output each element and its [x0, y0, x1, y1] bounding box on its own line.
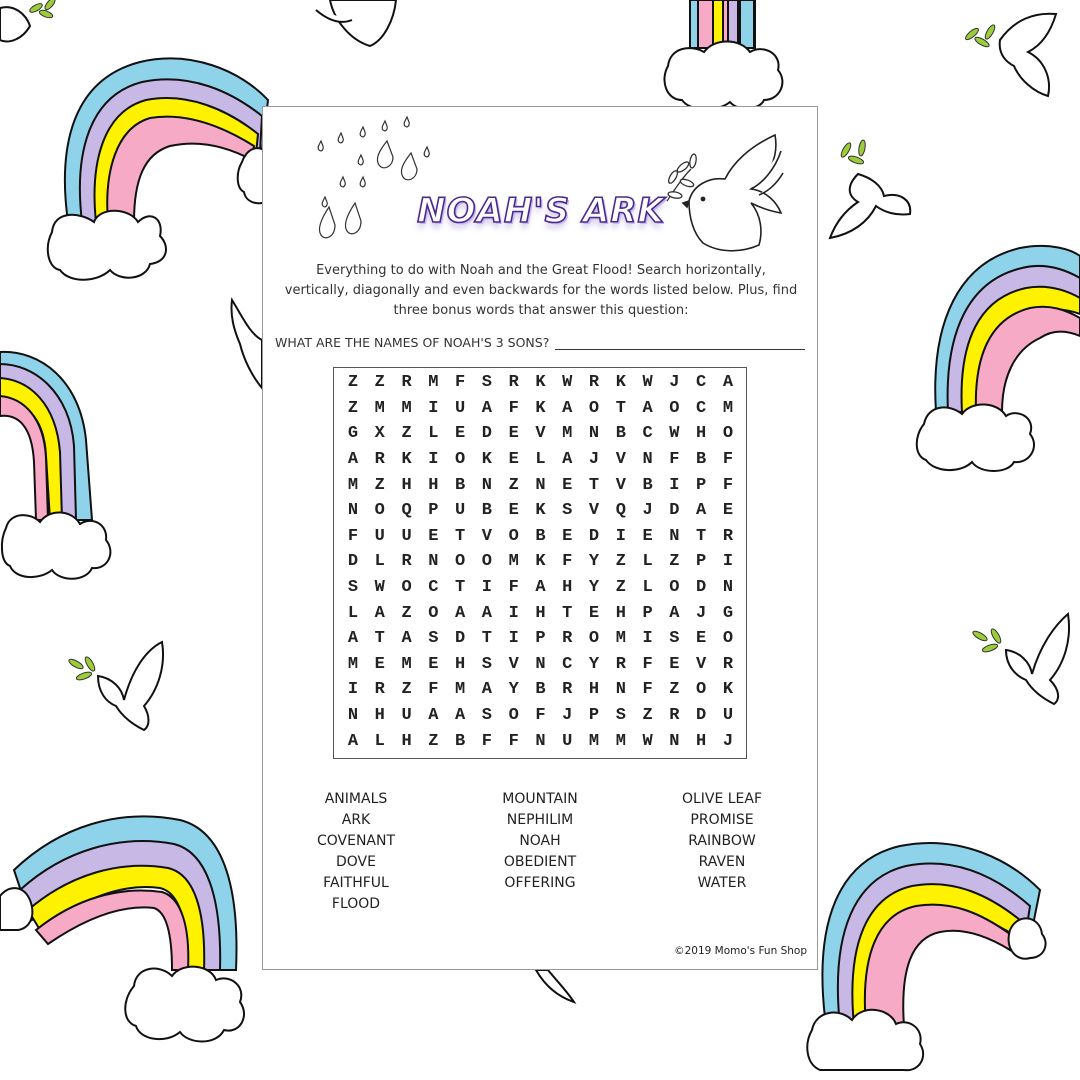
word-list-item: OLIVE LEAF	[681, 791, 763, 807]
dove-icon	[1000, 14, 1056, 96]
grid-letter[interactable]: R	[562, 629, 573, 649]
grid-letter[interactable]: N	[481, 475, 492, 495]
grid-letter[interactable]: N	[347, 501, 359, 521]
header-art	[263, 107, 819, 267]
word-column	[455, 789, 625, 894]
grid-letter[interactable]: A	[455, 603, 466, 623]
grid-letter[interactable]: H	[696, 424, 707, 444]
grid-letter[interactable]: J	[588, 450, 600, 470]
grid-letter[interactable]: H	[374, 706, 385, 726]
word-list-item: RAVEN	[698, 854, 746, 870]
grid-letter[interactable]: V	[615, 475, 626, 495]
grid-row	[334, 652, 746, 678]
grid-letter[interactable]: G	[347, 424, 359, 444]
grid-letter[interactable]: T	[696, 526, 707, 546]
grid-letter[interactable]: O	[696, 680, 707, 700]
grid-letter[interactable]: E	[508, 501, 519, 521]
word-list-item: PROMISE	[690, 812, 754, 828]
grid-letter[interactable]: B	[696, 450, 707, 470]
grid-letter[interactable]: Z	[401, 603, 412, 623]
answer-line[interactable]	[555, 335, 805, 350]
grid-letter[interactable]: K	[535, 373, 546, 393]
grid-letter[interactable]: E	[374, 654, 385, 674]
grid-letter[interactable]: K	[615, 373, 626, 393]
grid-letter[interactable]: M	[588, 731, 600, 751]
grid-letter[interactable]: A	[481, 680, 492, 700]
grid-letter[interactable]: C	[696, 373, 707, 393]
grid-letter[interactable]: E	[562, 475, 573, 495]
grid-letter[interactable]: S	[669, 629, 680, 649]
grid-letter[interactable]: P	[642, 603, 653, 623]
grid-letter[interactable]: T	[455, 526, 466, 546]
grid-letter[interactable]: D	[347, 552, 359, 572]
grid-letter[interactable]: L	[428, 424, 439, 444]
word-list-item: MOUNTAIN	[502, 791, 578, 807]
grid-letter[interactable]: F	[481, 731, 492, 751]
rainbow-icon	[917, 246, 1080, 471]
grid-letter[interactable]: S	[481, 706, 492, 726]
dove-icon	[1006, 614, 1069, 704]
grid-letter[interactable]: S	[481, 654, 492, 674]
grid-letter[interactable]: K	[535, 398, 546, 418]
grid-letter[interactable]: I	[615, 526, 626, 546]
grid-letter[interactable]: N	[588, 424, 600, 444]
grid-letter[interactable]: O	[481, 552, 492, 572]
grid-letter[interactable]: A	[374, 603, 385, 623]
grid-letter[interactable]: Z	[615, 552, 626, 572]
grid-letter[interactable]: E	[455, 424, 466, 444]
grid-letter[interactable]: X	[374, 424, 385, 444]
grid-letter[interactable]: V	[481, 526, 492, 546]
grid-letter[interactable]: F	[455, 373, 466, 393]
grid-letter[interactable]: F	[347, 526, 359, 546]
grid-letter[interactable]: A	[347, 629, 359, 649]
grid-letter[interactable]: N	[535, 475, 546, 495]
grid-letter[interactable]: Z	[615, 578, 626, 598]
grid-letter[interactable]: Z	[374, 475, 385, 495]
worksheet	[262, 106, 818, 970]
grid-letter[interactable]: K	[722, 680, 734, 700]
grid-letter[interactable]: P	[535, 629, 546, 649]
grid-letter[interactable]: B	[535, 526, 546, 546]
grid-letter[interactable]: P	[428, 501, 439, 521]
grid-letter[interactable]: D	[669, 501, 680, 521]
grid-letter[interactable]: Y	[588, 654, 600, 674]
grid-letter[interactable]: E	[696, 629, 707, 649]
grid-letter[interactable]: O	[722, 629, 734, 649]
page-title: NOAH'S ARK	[417, 191, 665, 231]
grid-letter[interactable]: E	[428, 526, 439, 546]
grid-letter[interactable]: A	[347, 731, 359, 751]
grid-letter[interactable]: U	[401, 526, 412, 546]
grid-letter[interactable]: L	[347, 603, 359, 623]
rainbow-icon	[0, 352, 110, 579]
dove-icon	[830, 174, 910, 238]
grid-row	[334, 600, 746, 626]
grid-letter[interactable]: A	[481, 603, 492, 623]
grid-row	[334, 370, 746, 396]
grid-letter[interactable]: U	[401, 706, 412, 726]
word-list-item: WATER	[697, 875, 747, 891]
grid-letter[interactable]: E	[508, 450, 519, 470]
grid-letter[interactable]: N	[722, 578, 734, 598]
grid-letter[interactable]: R	[669, 706, 680, 726]
grid-letter[interactable]: P	[696, 475, 707, 495]
dove-icon	[536, 970, 574, 1002]
grid-letter[interactable]: D	[696, 578, 707, 598]
grid-row	[334, 524, 746, 550]
word-search-grid[interactable]	[333, 367, 747, 759]
grid-letter[interactable]: M	[374, 398, 385, 418]
grid-row	[334, 677, 746, 703]
grid-letter[interactable]: A	[696, 501, 707, 521]
grid-letter[interactable]: E	[508, 424, 519, 444]
grid-letter[interactable]: M	[401, 398, 412, 418]
grid-letter[interactable]: I	[428, 450, 439, 470]
grid-letter[interactable]: W	[669, 424, 680, 444]
grid-letter[interactable]: U	[374, 526, 385, 546]
grid-letter[interactable]: V	[615, 450, 626, 470]
grid-row	[334, 549, 746, 575]
grid-letter[interactable]: I	[347, 680, 359, 700]
grid-letter[interactable]: L	[374, 731, 385, 751]
word-column	[271, 789, 441, 915]
grid-letter[interactable]: H	[562, 578, 573, 598]
grid-letter[interactable]: F	[722, 450, 734, 470]
grid-letter[interactable]: J	[562, 706, 573, 726]
grid-letter[interactable]: S	[481, 373, 492, 393]
grid-letter[interactable]: K	[535, 552, 546, 572]
dove-icon	[316, 0, 396, 46]
grid-letter[interactable]: F	[508, 578, 519, 598]
grid-letter[interactable]: Q	[615, 501, 626, 521]
grid-letter[interactable]: N	[642, 450, 653, 470]
grid-letter[interactable]: D	[696, 706, 707, 726]
grid-letter[interactable]: S	[347, 578, 359, 598]
grid-letter[interactable]: I	[642, 629, 653, 649]
grid-letter[interactable]: A	[562, 398, 573, 418]
grid-letter[interactable]: C	[428, 578, 439, 598]
grid-letter[interactable]: O	[722, 424, 734, 444]
grid-letter[interactable]: B	[481, 501, 492, 521]
grid-letter[interactable]: H	[588, 680, 600, 700]
grid-letter[interactable]: O	[588, 398, 600, 418]
grid-letter[interactable]: M	[347, 475, 359, 495]
grid-letter[interactable]: A	[428, 706, 439, 726]
grid-letter[interactable]: O	[508, 526, 519, 546]
grid-letter[interactable]: C	[696, 398, 707, 418]
grid-letter[interactable]: T	[588, 475, 600, 495]
grid-letter[interactable]: V	[535, 424, 546, 444]
grid-letter[interactable]: M	[722, 398, 734, 418]
grid-letter[interactable]: L	[642, 552, 653, 572]
grid-letter[interactable]: C	[562, 654, 573, 674]
grid-letter[interactable]: D	[588, 526, 600, 546]
grid-letter[interactable]: F	[642, 680, 653, 700]
word-list-item: FAITHFUL	[323, 875, 389, 891]
rainbow-icon	[807, 843, 1045, 1070]
grid-letter[interactable]: H	[535, 603, 546, 623]
grid-letter[interactable]: J	[696, 603, 707, 623]
grid-letter[interactable]: E	[642, 526, 653, 546]
word-list-item: DOVE	[336, 854, 376, 870]
grid-row	[334, 626, 746, 652]
grid-letter[interactable]: U	[455, 501, 466, 521]
grid-letter[interactable]: Z	[401, 680, 412, 700]
grid-letter[interactable]: W	[642, 731, 653, 751]
grid-letter[interactable]: H	[401, 731, 412, 751]
grid-letter[interactable]: R	[401, 552, 412, 572]
bonus-question	[275, 335, 805, 350]
grid-letter[interactable]: A	[642, 398, 653, 418]
grid-letter[interactable]: A	[562, 450, 573, 470]
grid-letter[interactable]: M	[508, 552, 519, 572]
grid-letter[interactable]: B	[455, 731, 466, 751]
grid-letter[interactable]: R	[508, 373, 519, 393]
grid-letter[interactable]: N	[535, 654, 546, 674]
grid-letter[interactable]: B	[615, 424, 626, 444]
grid-letter[interactable]: K	[481, 450, 492, 470]
grid-letter[interactable]: I	[508, 629, 519, 649]
grid-letter[interactable]: Y	[588, 552, 600, 572]
grid-letter[interactable]: U	[722, 706, 734, 726]
grid-letter[interactable]: L	[642, 578, 653, 598]
grid-letter[interactable]: F	[669, 450, 680, 470]
grid-letter[interactable]: H	[615, 603, 626, 623]
grid-letter[interactable]: L	[535, 450, 546, 470]
grid-letter[interactable]: P	[696, 552, 707, 572]
grid-letter[interactable]: N	[347, 706, 359, 726]
olive-branch-icon	[28, 0, 56, 19]
grid-letter[interactable]: A	[481, 398, 492, 418]
grid-row	[334, 472, 746, 498]
grid-letter[interactable]: P	[588, 706, 600, 726]
grid-letter[interactable]: V	[696, 654, 707, 674]
grid-letter[interactable]: B	[642, 475, 653, 495]
grid-letter[interactable]: H	[696, 731, 707, 751]
grid-letter[interactable]: I	[428, 398, 439, 418]
grid-letter[interactable]: M	[615, 731, 626, 751]
grid-letter[interactable]: S	[562, 501, 573, 521]
grid-letter[interactable]: Z	[642, 706, 653, 726]
grid-letter[interactable]: N	[535, 731, 546, 751]
olive-branch-icon	[964, 24, 997, 49]
grid-letter[interactable]: V	[588, 501, 600, 521]
dove-icon	[0, 7, 30, 41]
grid-letter[interactable]: A	[455, 706, 466, 726]
grid-letter[interactable]: M	[401, 654, 412, 674]
grid-letter[interactable]: O	[508, 706, 519, 726]
word-list	[263, 789, 819, 919]
grid-letter[interactable]: Y	[588, 578, 600, 598]
word-list-item: FLOOD	[331, 896, 381, 912]
grid-letter[interactable]: T	[615, 398, 626, 418]
grid-letter[interactable]: O	[401, 578, 412, 598]
grid-letter[interactable]: O	[428, 603, 439, 623]
grid-letter[interactable]: A	[722, 373, 734, 393]
dove-icon	[98, 642, 163, 730]
grid-letter[interactable]: E	[669, 654, 680, 674]
grid-letter[interactable]: N	[428, 552, 439, 572]
grid-letter[interactable]: O	[455, 552, 466, 572]
instructions-text: Everything to do with Noah and the Great Flood! Search horizontally, vertically, diagonally and even backwards for the words listed below. Plus, find three bonus words that answer this question:	[284, 263, 798, 318]
grid-letter[interactable]: N	[669, 526, 680, 546]
dove-icon	[683, 135, 783, 251]
grid-letter[interactable]: H	[428, 475, 439, 495]
grid-letter[interactable]: F	[428, 680, 439, 700]
grid-letter[interactable]: I	[669, 475, 680, 495]
grid-letter[interactable]: R	[615, 654, 626, 674]
grid-letter[interactable]: J	[642, 501, 653, 521]
grid-letter[interactable]: Z	[508, 475, 519, 495]
grid-letter[interactable]: K	[535, 501, 546, 521]
word-list-item: OBEDIENT	[503, 854, 577, 870]
word-list-item: RAINBOW	[688, 833, 756, 849]
grid-letter[interactable]: S	[428, 629, 439, 649]
grid-letter[interactable]: A	[401, 629, 412, 649]
grid-letter[interactable]: O	[588, 629, 600, 649]
grid-letter[interactable]: O	[455, 450, 466, 470]
grid-letter[interactable]: O	[669, 578, 680, 598]
grid-letter[interactable]: T	[455, 578, 466, 598]
grid-letter[interactable]: O	[374, 501, 385, 521]
grid-letter[interactable]: I	[481, 578, 492, 598]
word-list-item: NEPHILIM	[506, 812, 574, 828]
grid-letter[interactable]: G	[722, 603, 734, 623]
grid-letter[interactable]: E	[588, 603, 600, 623]
grid-letter[interactable]: F	[642, 654, 653, 674]
olive-branch-icon	[839, 140, 866, 166]
grid-letter[interactable]: O	[669, 398, 680, 418]
grid-letter[interactable]: U	[455, 398, 466, 418]
grid-row	[334, 447, 746, 473]
rainbow-icon	[664, 0, 782, 109]
grid-letter[interactable]: Q	[401, 501, 412, 521]
grid-letter[interactable]: E	[428, 654, 439, 674]
grid-row	[334, 498, 746, 524]
grid-letter[interactable]: D	[455, 629, 466, 649]
grid-letter[interactable]: K	[401, 450, 412, 470]
grid-letter[interactable]: Z	[428, 731, 439, 751]
dove-icon	[231, 300, 262, 388]
word-list-item: OFFERING	[504, 875, 576, 891]
grid-letter[interactable]: Z	[669, 680, 680, 700]
word-list-item: NOAH	[519, 833, 561, 849]
grid-letter[interactable]: J	[722, 731, 734, 751]
grid-letter[interactable]: A	[535, 578, 546, 598]
grid-letter[interactable]: D	[481, 424, 492, 444]
grid-letter[interactable]: R	[722, 654, 734, 674]
grid-letter[interactable]: A	[347, 450, 359, 470]
grid-letter[interactable]: R	[588, 373, 600, 393]
copyright-text: ©2019 Momo's Fun Shop	[674, 945, 807, 957]
grid-row	[334, 575, 746, 601]
grid-letter[interactable]: M	[455, 680, 466, 700]
grid-letter[interactable]: E	[722, 501, 734, 521]
grid-letter[interactable]: S	[615, 706, 626, 726]
word-column	[637, 789, 807, 894]
bonus-question-label: WHAT ARE THE NAMES OF NOAH'S 3 SONS?	[275, 335, 550, 350]
grid-letter[interactable]: I	[508, 603, 519, 623]
word-list-item: COVENANT	[316, 833, 396, 849]
grid-letter[interactable]: T	[374, 629, 385, 649]
grid-letter[interactable]: J	[669, 373, 680, 393]
grid-letter[interactable]: Z	[401, 424, 412, 444]
grid-letter[interactable]: F	[562, 552, 573, 572]
grid-letter[interactable]: M	[347, 654, 359, 674]
grid-letter[interactable]: M	[562, 424, 573, 444]
grid-row	[334, 728, 746, 754]
grid-row	[334, 703, 746, 729]
rainbow-icon	[48, 58, 268, 279]
grid-letter[interactable]: B	[455, 475, 466, 495]
grid-letter[interactable]: T	[562, 603, 573, 623]
grid-letter[interactable]: H	[401, 475, 412, 495]
grid-letter[interactable]: Y	[508, 680, 519, 700]
grid-letter[interactable]: F	[535, 706, 546, 726]
grid-letter[interactable]: R	[374, 450, 385, 470]
grid-row	[334, 396, 746, 422]
grid-letter[interactable]: M	[428, 373, 439, 393]
grid-letter[interactable]: H	[455, 654, 466, 674]
grid-letter[interactable]: I	[722, 552, 734, 572]
grid-letter[interactable]: Z	[374, 373, 385, 393]
grid-letter[interactable]: N	[615, 680, 626, 700]
grid-row	[334, 421, 746, 447]
grid-letter[interactable]: R	[722, 526, 734, 546]
grid-letter[interactable]: C	[642, 424, 653, 444]
grid-letter[interactable]: W	[374, 578, 385, 598]
grid-letter[interactable]: W	[562, 373, 573, 393]
grid-letter[interactable]: A	[669, 603, 680, 623]
grid-letter[interactable]: Z	[347, 373, 359, 393]
grid-letter[interactable]: E	[562, 526, 573, 546]
grid-letter[interactable]: U	[562, 731, 573, 751]
grid-letter[interactable]: Z	[347, 398, 359, 418]
grid-letter[interactable]: T	[481, 629, 492, 649]
grid-letter[interactable]: V	[508, 654, 519, 674]
rainbow-icon	[0, 816, 244, 1041]
grid-letter[interactable]: M	[615, 629, 626, 649]
grid-letter[interactable]: F	[722, 475, 734, 495]
grid-letter[interactable]: R	[374, 680, 385, 700]
grid-letter[interactable]: Z	[669, 552, 680, 572]
grid-letter[interactable]: F	[508, 398, 519, 418]
grid-letter[interactable]: L	[374, 552, 385, 572]
grid-letter[interactable]: F	[508, 731, 519, 751]
olive-branch-icon	[68, 656, 97, 682]
olive-branch-icon	[972, 628, 1003, 654]
grid-letter[interactable]: R	[562, 680, 573, 700]
word-list-item: ANIMALS	[324, 791, 388, 807]
grid-letter[interactable]: R	[401, 373, 412, 393]
grid-letter[interactable]: N	[669, 731, 680, 751]
word-list-item: ARK	[341, 812, 371, 828]
grid-letter[interactable]: B	[535, 680, 546, 700]
grid-letter[interactable]: W	[642, 373, 653, 393]
